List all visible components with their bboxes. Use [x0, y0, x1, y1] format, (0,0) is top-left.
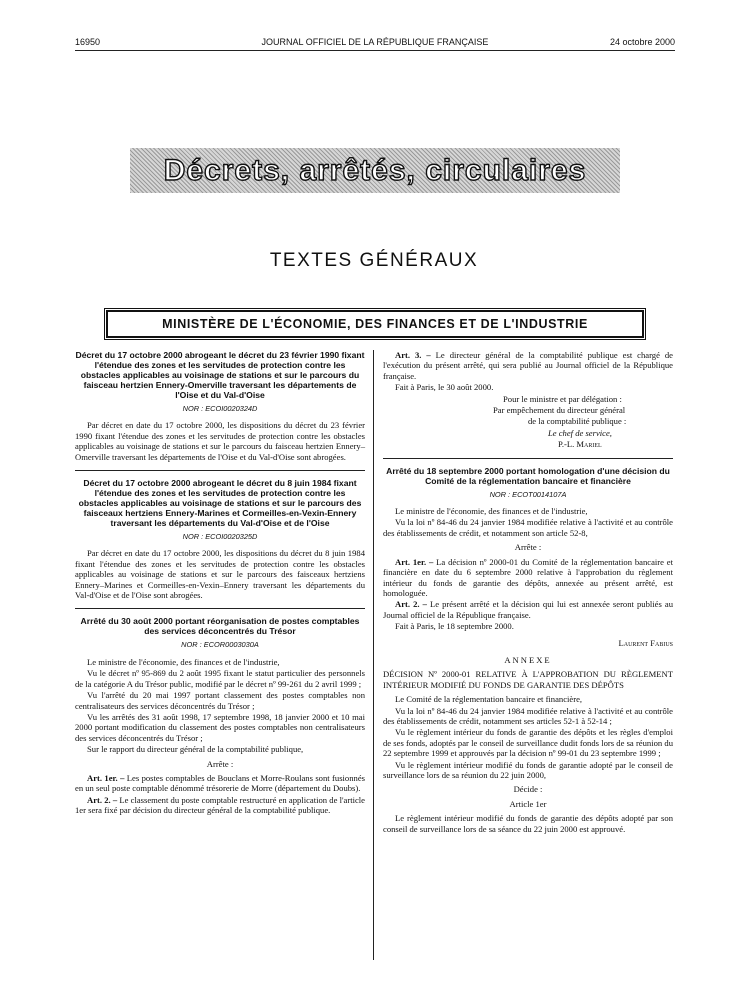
- article-2: [75, 795, 365, 816]
- paragraph: Vu la loi nº 84-46 du 24 janvier 1984 modifiée relative à l'activité et au contrôle des établissements de crédit, et notamment son article 52-8,: [383, 517, 673, 538]
- article-label: Art. 2. –: [395, 599, 427, 610]
- arrete-label: Arrête :: [514, 542, 542, 553]
- paragraph: Vu les arrêtés des 31 août 1998, 17 septembre 1998, 18 janvier 2000 et 10 mai 2000 portant modification du classement des postes comptables non centralisateurs des services déconcentrés du Trésor ;: [75, 711, 365, 743]
- signature-line: Le chef de service,: [548, 427, 612, 438]
- journal-title: JOURNAL OFFICIEL DE LA RÉPUBLIQUE FRANÇAISE: [261, 37, 489, 47]
- decision-title: DÉCISION Nº 2000-01 RELATIVE À L'APPROBATION DU RÈGLEMENT INTÉRIEUR MODIFIÉ DU FONDS DE GARANTIE DES DÉPÔTS: [383, 669, 673, 690]
- article-label: Art. 1er. –: [87, 772, 125, 783]
- signature-line: Par empêchement du directeur général: [493, 405, 626, 416]
- article-label: Art. 1er. –: [395, 556, 434, 567]
- right-column: [383, 350, 673, 849]
- paragraph: Le ministre de l'économie, des finances et de l'industrie,: [395, 506, 588, 517]
- article-1: [383, 557, 673, 599]
- paragraph: Vu l'arrêté du 20 mai 1997 portant classement des postes comptables non centralisateurs des services déconcentrés du Trésor ;: [75, 690, 365, 711]
- annexe-heading: ANNEXE: [504, 654, 552, 665]
- column-separator: [373, 350, 374, 960]
- arrete-18-septembre-title: Arrêté du 18 septembre 2000 portant homologation d'une décision du Comité de la réglementation bancaire et financière: [386, 465, 670, 486]
- article-label: Art. 3. –: [395, 350, 431, 360]
- paragraph: Sur le rapport du directeur général de la comptabilité publique,: [87, 744, 304, 755]
- section-title: TEXTES GÉNÉRAUX: [269, 250, 479, 271]
- article-text: Le directeur général de la comptabilité publique est chargé de l'exécution du présent arrêté, qui sera publié au Journal officiel de la République française.: [383, 350, 673, 381]
- banner-text: Décrets, arrêtés, circulaires: [163, 153, 587, 187]
- decree-2-body: Par décret en date du 17 octobre 2000, les dispositions du décret du 8 juin 1984 fixant l'étendue des zones et les servitudes de protection contre les obstacles applicables au voisinage de stations et sur le parcours des faisceaux hertziens Ennery–Marines et Cormeilles-en-Vexin–Ennery traversant les départements du Val-d'Oise et de l'Oise sont abrogées.: [75, 548, 365, 601]
- decree-1-nor: NOR : ECOI0020324D: [182, 404, 258, 413]
- decree-1-title: Décret du 17 octobre 2000 abrogeant le décret du 23 février 1990 fixant l'étendue des zones et les servitudes de protection contre les obstacles applicables au voisinage de stations et sur le parcours du faisceau hertzien Ennery-Omerville traversant les départements de l'Oise et du Val-d'Oise: [75, 350, 365, 400]
- decree-1: [75, 350, 365, 471]
- decree-1-body: Par décret en date du 17 octobre 2000, les dispositions du décret du 23 février 1990 fixant l'étendue des zones et les servitudes de protection contre les obstacles applicables au voisinage de stations et sur le parcours du faisceau hertzien Ennery–Omerville traversant les départements de l'Oise et du Val-d'Oise sont abrogées.: [75, 420, 365, 462]
- paragraph: Vu la loi nº 84-46 du 24 janvier 1984 modifiée relative à l'activité et au contrôle des établissements de crédit, notamment ses articles 52-1 à 52-14 ;: [383, 705, 673, 726]
- paragraph: Vu le règlement intérieur du fonds de garantie des dépôts et les règles d'emploi de ses fonds, adoptés par le conseil de surveillance dudit fonds lors de sa réunion du 22 septembre 1999 et approuvés par la décision nº 99-01 du 23 septembre 1999 ;: [383, 727, 673, 759]
- decide-label: Décide :: [513, 784, 543, 795]
- article-text: Les postes comptables de Bouclans et Morre-Roulans sont fusionnés en un seul poste comptable dénommé trésorerie de Morre (département du Doubs).: [75, 772, 365, 794]
- article-2: [383, 599, 673, 620]
- article-text: Le présent arrêté et la décision qui lui est annexée seront publiés au Journal officiel de la République française.: [383, 599, 673, 620]
- section-banner: [130, 148, 620, 193]
- arrete-30-aout-title: Arrêté du 30 août 2000 portant réorganisation de postes comptables des services déconcentrés du Trésor: [80, 616, 360, 637]
- signature-line: de la comptabilité publique :: [528, 416, 627, 427]
- fait-line: Fait à Paris, le 30 août 2000.: [395, 382, 494, 393]
- fait-line: Fait à Paris, le 18 septembre 2000.: [395, 621, 514, 632]
- article-text: La décision nº 2000-01 du Comité de la réglementation bancaire et financière en date du 6 septembre 2000 relative à l'approbation du règlement intérieur du fonds de garantie des dépôts, annexée au présent arrêté, est homologuée.: [383, 556, 673, 598]
- signatory-name: P.-L. Mariel: [558, 439, 602, 450]
- arrete-18-septembre-nor: NOR : ECOT0014107A: [489, 489, 567, 499]
- article-3: [383, 350, 673, 381]
- paragraph: Le ministre de l'économie, des finances et de l'industrie,: [87, 656, 280, 667]
- paragraph: Vu le décret nº 95-869 du 2 août 1995 fixant le statut particulier des personnels de la catégorie A du Trésor public, modifié par le décret nº 99-261 du 2 avril 1999 ;: [75, 668, 365, 689]
- arrete-30-aout-nor: NOR : ECOR0003030A: [181, 640, 259, 650]
- paragraph: Le Comité de la réglementation bancaire et financière,: [395, 694, 583, 705]
- decree-2: [75, 478, 365, 609]
- article-1: [75, 773, 365, 794]
- arrete-30-aout: [75, 616, 365, 823]
- article-text: Le classement du poste comptable restructuré en application de l'article 1er sera fixé par décision du directeur général de la comptabilité publique.: [75, 794, 365, 816]
- signatory-name: Laurent Fabius: [618, 637, 673, 648]
- decree-2-title: Décret du 17 octobre 2000 abrogeant le décret du 8 juin 1984 fixant l'étendue des zones et les servitudes de protection contre les obstacles applicables au voisinage de stations et sur le parcours des faisceaux hertziens Ennery-Marines et Cormeilles-en-Vexin-Ennery traversant les départements du Val-d'Oise et de l'Oise: [78, 478, 362, 529]
- page-number: 16950: [75, 37, 101, 47]
- arrete-label: Arrête :: [206, 758, 234, 769]
- decree-2-nor: NOR : ECOI0020325D: [182, 532, 258, 542]
- issue-date: 24 octobre 2000: [609, 37, 675, 47]
- left-column: [75, 350, 365, 831]
- paragraph: Le règlement intérieur modifié du fonds de garantie des dépôts adopté par son conseil de surveillance lors de sa séance du 22 juin 2000 est approuvé.: [383, 813, 673, 834]
- header-rule: [75, 50, 675, 51]
- paragraph: Vu le règlement intérieur modifié du fonds de garantie adopté par le conseil de surveillance lors de sa réunion du 22 juin 2000,: [383, 759, 673, 780]
- ministry-box: MINISTÈRE DE L'ÉCONOMIE, DES FINANCES ET DE L'INDUSTRIE: [106, 310, 644, 338]
- article-1-heading: Article 1er: [509, 798, 547, 809]
- article-label: Art. 2. –: [87, 794, 118, 805]
- arrete-18-septembre: [383, 466, 673, 842]
- signature-line: Pour le ministre et par délégation :: [503, 393, 622, 404]
- arrete-30-aout-continued: [383, 350, 673, 459]
